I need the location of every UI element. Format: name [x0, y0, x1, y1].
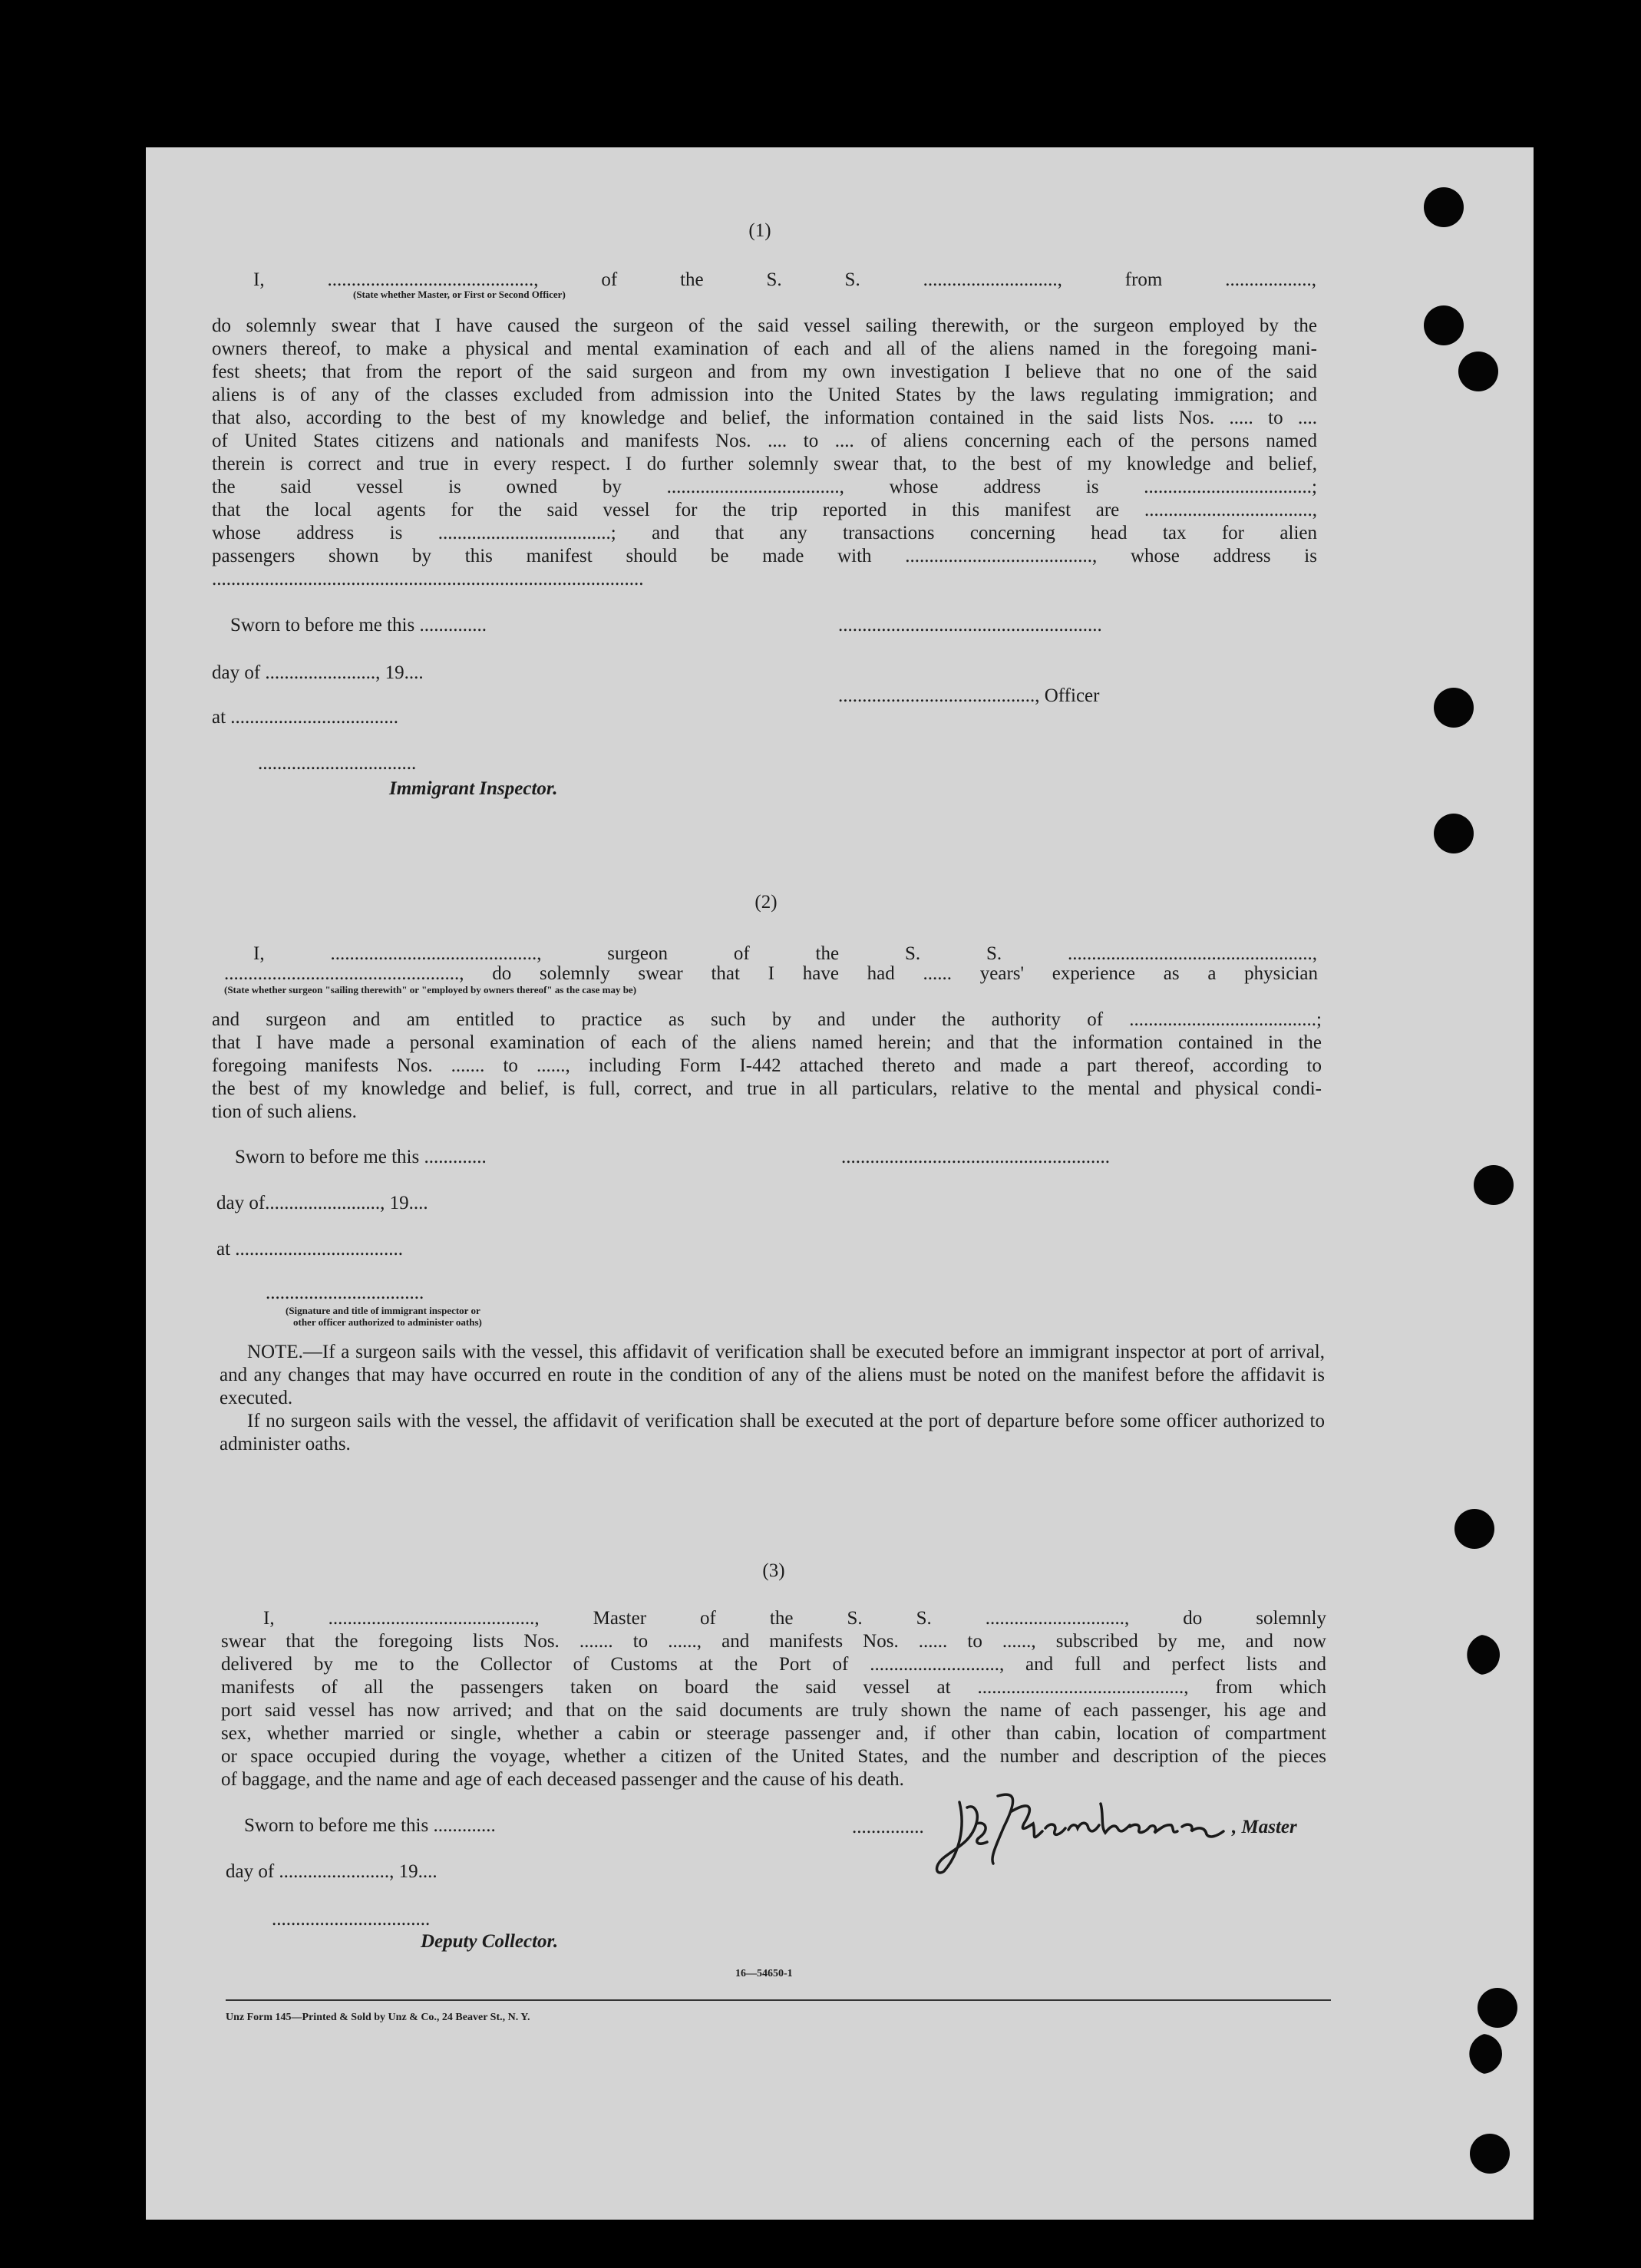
section-2-sworn: Sworn to before me this ............. [235, 1147, 487, 1167]
section-3-last-line: of baggage, and the name and age of each deceased passenger and the cause of his death. [221, 1769, 904, 1790]
section-3-body-line: sex, whether married or single, whether a cabin or steerage passenger and, if other than cabin, location of compartment [221, 1723, 1326, 1744]
section-3-deputy-title: Deputy Collector. [421, 1931, 559, 1952]
section-1-trailing-dots: .......................................................................................... [212, 569, 644, 589]
form-code: 16—54650-1 [735, 1968, 793, 1979]
section-2-note-paragraph-2: If no surgeon sails with the vessel, the affidavit of verification shall be executed at the port of departure before some officer authorized to administer oaths. [220, 1411, 1325, 1454]
master-signature [929, 1781, 1236, 1880]
punch-hole [1424, 305, 1464, 345]
section-3-number: (3) [762, 1560, 785, 1581]
punch-hole [1478, 1988, 1517, 2028]
section-1-body-line: do solemnly swear that I have caused the surgeon of the said vessel sailing therewith, or the surgeon employed by the [212, 315, 1317, 336]
section-2-sig-note-1: (Signature and title of immigrant inspector or [286, 1305, 480, 1316]
section-1-note: (State whether Master, or First or Second Officer) [353, 289, 566, 300]
section-3-sworn: Sworn to before me this ............. [244, 1815, 496, 1836]
section-2-body-line: the best of my knowledge and belief, is full, correct, and true in all particulars, relative to the mental and physical condi- [212, 1078, 1322, 1099]
section-1-inspector-title: Immigrant Inspector. [389, 778, 558, 799]
section-2-number: (2) [754, 892, 778, 913]
section-1-body-line: the said vessel is owned by ...................................., whose address is ...................................; [212, 477, 1317, 497]
section-1-body-line: whose address is ....................................; and that any transactions concerning head tax for alien [212, 523, 1317, 543]
section-1-body-line: that the local agents for the said vessel for the trip reported in this manifest are ..................................., [212, 500, 1317, 520]
section-1-inspector-dots: ................................. [258, 753, 417, 774]
section-3-body-line: port said vessel has now arrived; and that on the said documents are truly shown the name of each passenger, his age and [221, 1700, 1326, 1721]
section-1-officer-line-1: ....................................................... [838, 615, 1102, 636]
section-3-body-line: I, ..........................................., Master of the S. S. ............................., do solemnly [263, 1608, 1326, 1629]
punch-hole [1462, 2034, 1502, 2074]
section-2-day: day of........................, 19.... [216, 1193, 428, 1213]
section-2-at: at ................................... [216, 1239, 404, 1259]
punch-hole [1458, 352, 1498, 391]
section-1-body-line: owners thereof, to make a physical and mental examination of each and all of the aliens named in the foregoing mani- [212, 338, 1317, 359]
section-2-note: (State whether surgeon "sailing therewith" or "employed by owners thereof" as the case may be) [224, 984, 637, 995]
footer-imprint: Unz Form 145—Printed & Sold by Unz & Co., 24 Beaver St., N. Y. [226, 2012, 530, 2023]
section-1-day: day of ......................., 19.... [212, 662, 424, 683]
section-3-day: day of ......................., 19.... [226, 1861, 437, 1882]
section-1-body-line: aliens is of any of the classes excluded from admission into the United States by the laws regulating immigration; and [212, 385, 1317, 405]
section-3-body-line: delivered by me to the Collector of Customs at the Port of ..........................., and full and perfect lists and [221, 1654, 1326, 1675]
section-3-body-line: manifests of all the passengers taken on board the said vessel at ..........................................., from which [221, 1677, 1326, 1698]
section-1-sworn: Sworn to before me this .............. [230, 615, 487, 636]
section-2-note-paragraph-1: NOTE.—If a surgeon sails with the vessel, this affidavit of verification shall be executed before an immigrant inspector at port of arrival, and any changes that may have occurred en route in the condition of any of the aliens must be noted on the manifest before the affidavit is executed. [220, 1342, 1325, 1408]
punch-hole [1454, 1509, 1494, 1549]
section-2-body-line: that I have made a personal examination of each of the aliens named herein; and that the information contained in the [212, 1032, 1322, 1053]
section-2-right-dots: ........................................................ [841, 1147, 1110, 1167]
section-2-sig-dots: ................................. [266, 1283, 424, 1303]
section-1-body-line: fest sheets; that from the report of the said surgeon and from my own investigation I believe that no one of the said [212, 361, 1317, 382]
section-2-line-1: I, ..........................................., surgeon of the S. S. ..................................................., [253, 943, 1317, 964]
section-3-master-dots: ............... [852, 1817, 924, 1837]
section-2-body-line: and surgeon and am entitled to practice as such by and under the authority of .......................................; [212, 1009, 1322, 1030]
section-1-officer-line-2: ........................................., Officer [838, 685, 1100, 706]
section-1-body-line: of United States citizens and nationals and manifests Nos. .... to .... of aliens concerning each of the persons named [212, 431, 1317, 451]
punch-hole [1434, 814, 1474, 853]
section-1-body-line: therein is correct and true in every respect. I do further solemnly swear that, to the best of my knowledge and belief, [212, 454, 1317, 474]
section-2-sig-note-2: other officer authorized to administer oaths) [293, 1316, 482, 1328]
punch-hole [1424, 187, 1464, 227]
section-3-master-title: , Master [1232, 1817, 1297, 1837]
section-1-line-1: I, ..........................................., of the S. S. ............................, from .................., [253, 269, 1316, 290]
section-3-deputy-dots: ................................. [272, 1909, 431, 1930]
section-3-body-line: swear that the foregoing lists Nos. ....... to ......, and manifests Nos. ...... to ......, subscribed by me, and now [221, 1631, 1326, 1652]
section-1-at: at ................................... [212, 707, 399, 728]
section-1-number: (1) [748, 220, 771, 241]
section-2-last-line: tion of such aliens. [212, 1101, 357, 1122]
punch-hole [1470, 2134, 1510, 2174]
punch-hole [1474, 1165, 1514, 1205]
section-1-body-line: passengers shown by this manifest should be made with ......................................., whose address is [212, 546, 1317, 566]
section-2-body-line: foregoing manifests Nos. ....... to ......, including Form I-442 attached thereto and made a part thereof, according to [212, 1055, 1322, 1076]
section-1-body-line: that also, according to the best of my knowledge and belief, the information contained in the said lists Nos. ..... to .... [212, 408, 1317, 428]
footer-rule [226, 1999, 1331, 2001]
punch-hole [1460, 1635, 1500, 1675]
section-3-body-line: or space occupied during the voyage, whether a citizen of the United States, and the number and description of the pieces [221, 1746, 1326, 1767]
section-2-line-2: ................................................., do solemnly swear that I have had ...... years' experience as a physician [224, 963, 1318, 984]
punch-hole [1434, 688, 1474, 728]
